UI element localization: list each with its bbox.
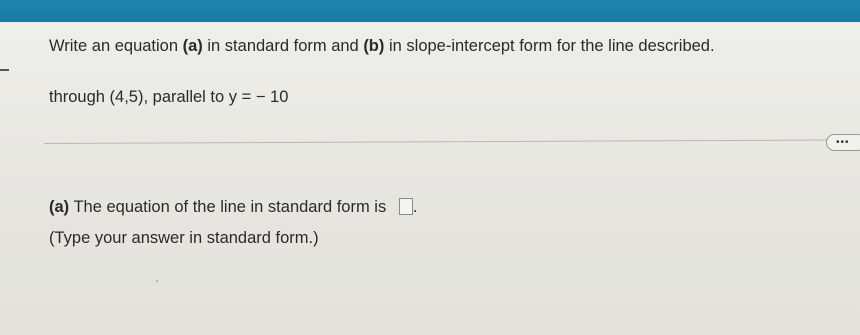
problem-statement: through (4,5), parallel to y = − 10 bbox=[49, 88, 289, 106]
question-panel bbox=[0, 22, 860, 335]
question-instructions bbox=[49, 37, 715, 56]
instruction-suffix: in slope-intercept form for the line described. bbox=[384, 37, 715, 55]
part-a-question bbox=[49, 198, 417, 217]
instruction-prefix: Write an equation bbox=[49, 37, 183, 55]
instruction-middle: in standard form and bbox=[202, 37, 364, 55]
panel-edge-mark bbox=[0, 69, 9, 71]
answer-format-hint: (Type your answer in standard form.) bbox=[49, 229, 319, 247]
part-a-marker: (a) bbox=[182, 37, 203, 55]
part-a-period: . bbox=[412, 198, 418, 216]
answer-input-box[interactable] bbox=[399, 198, 413, 215]
part-b-marker: (b) bbox=[363, 37, 385, 55]
more-options-button[interactable]: ••• bbox=[826, 134, 860, 151]
part-a-prompt: The equation of the line in standard form is bbox=[69, 198, 391, 216]
part-a-label: (a) bbox=[49, 198, 70, 216]
background-speck bbox=[156, 280, 158, 282]
top-bar bbox=[0, 0, 860, 22]
